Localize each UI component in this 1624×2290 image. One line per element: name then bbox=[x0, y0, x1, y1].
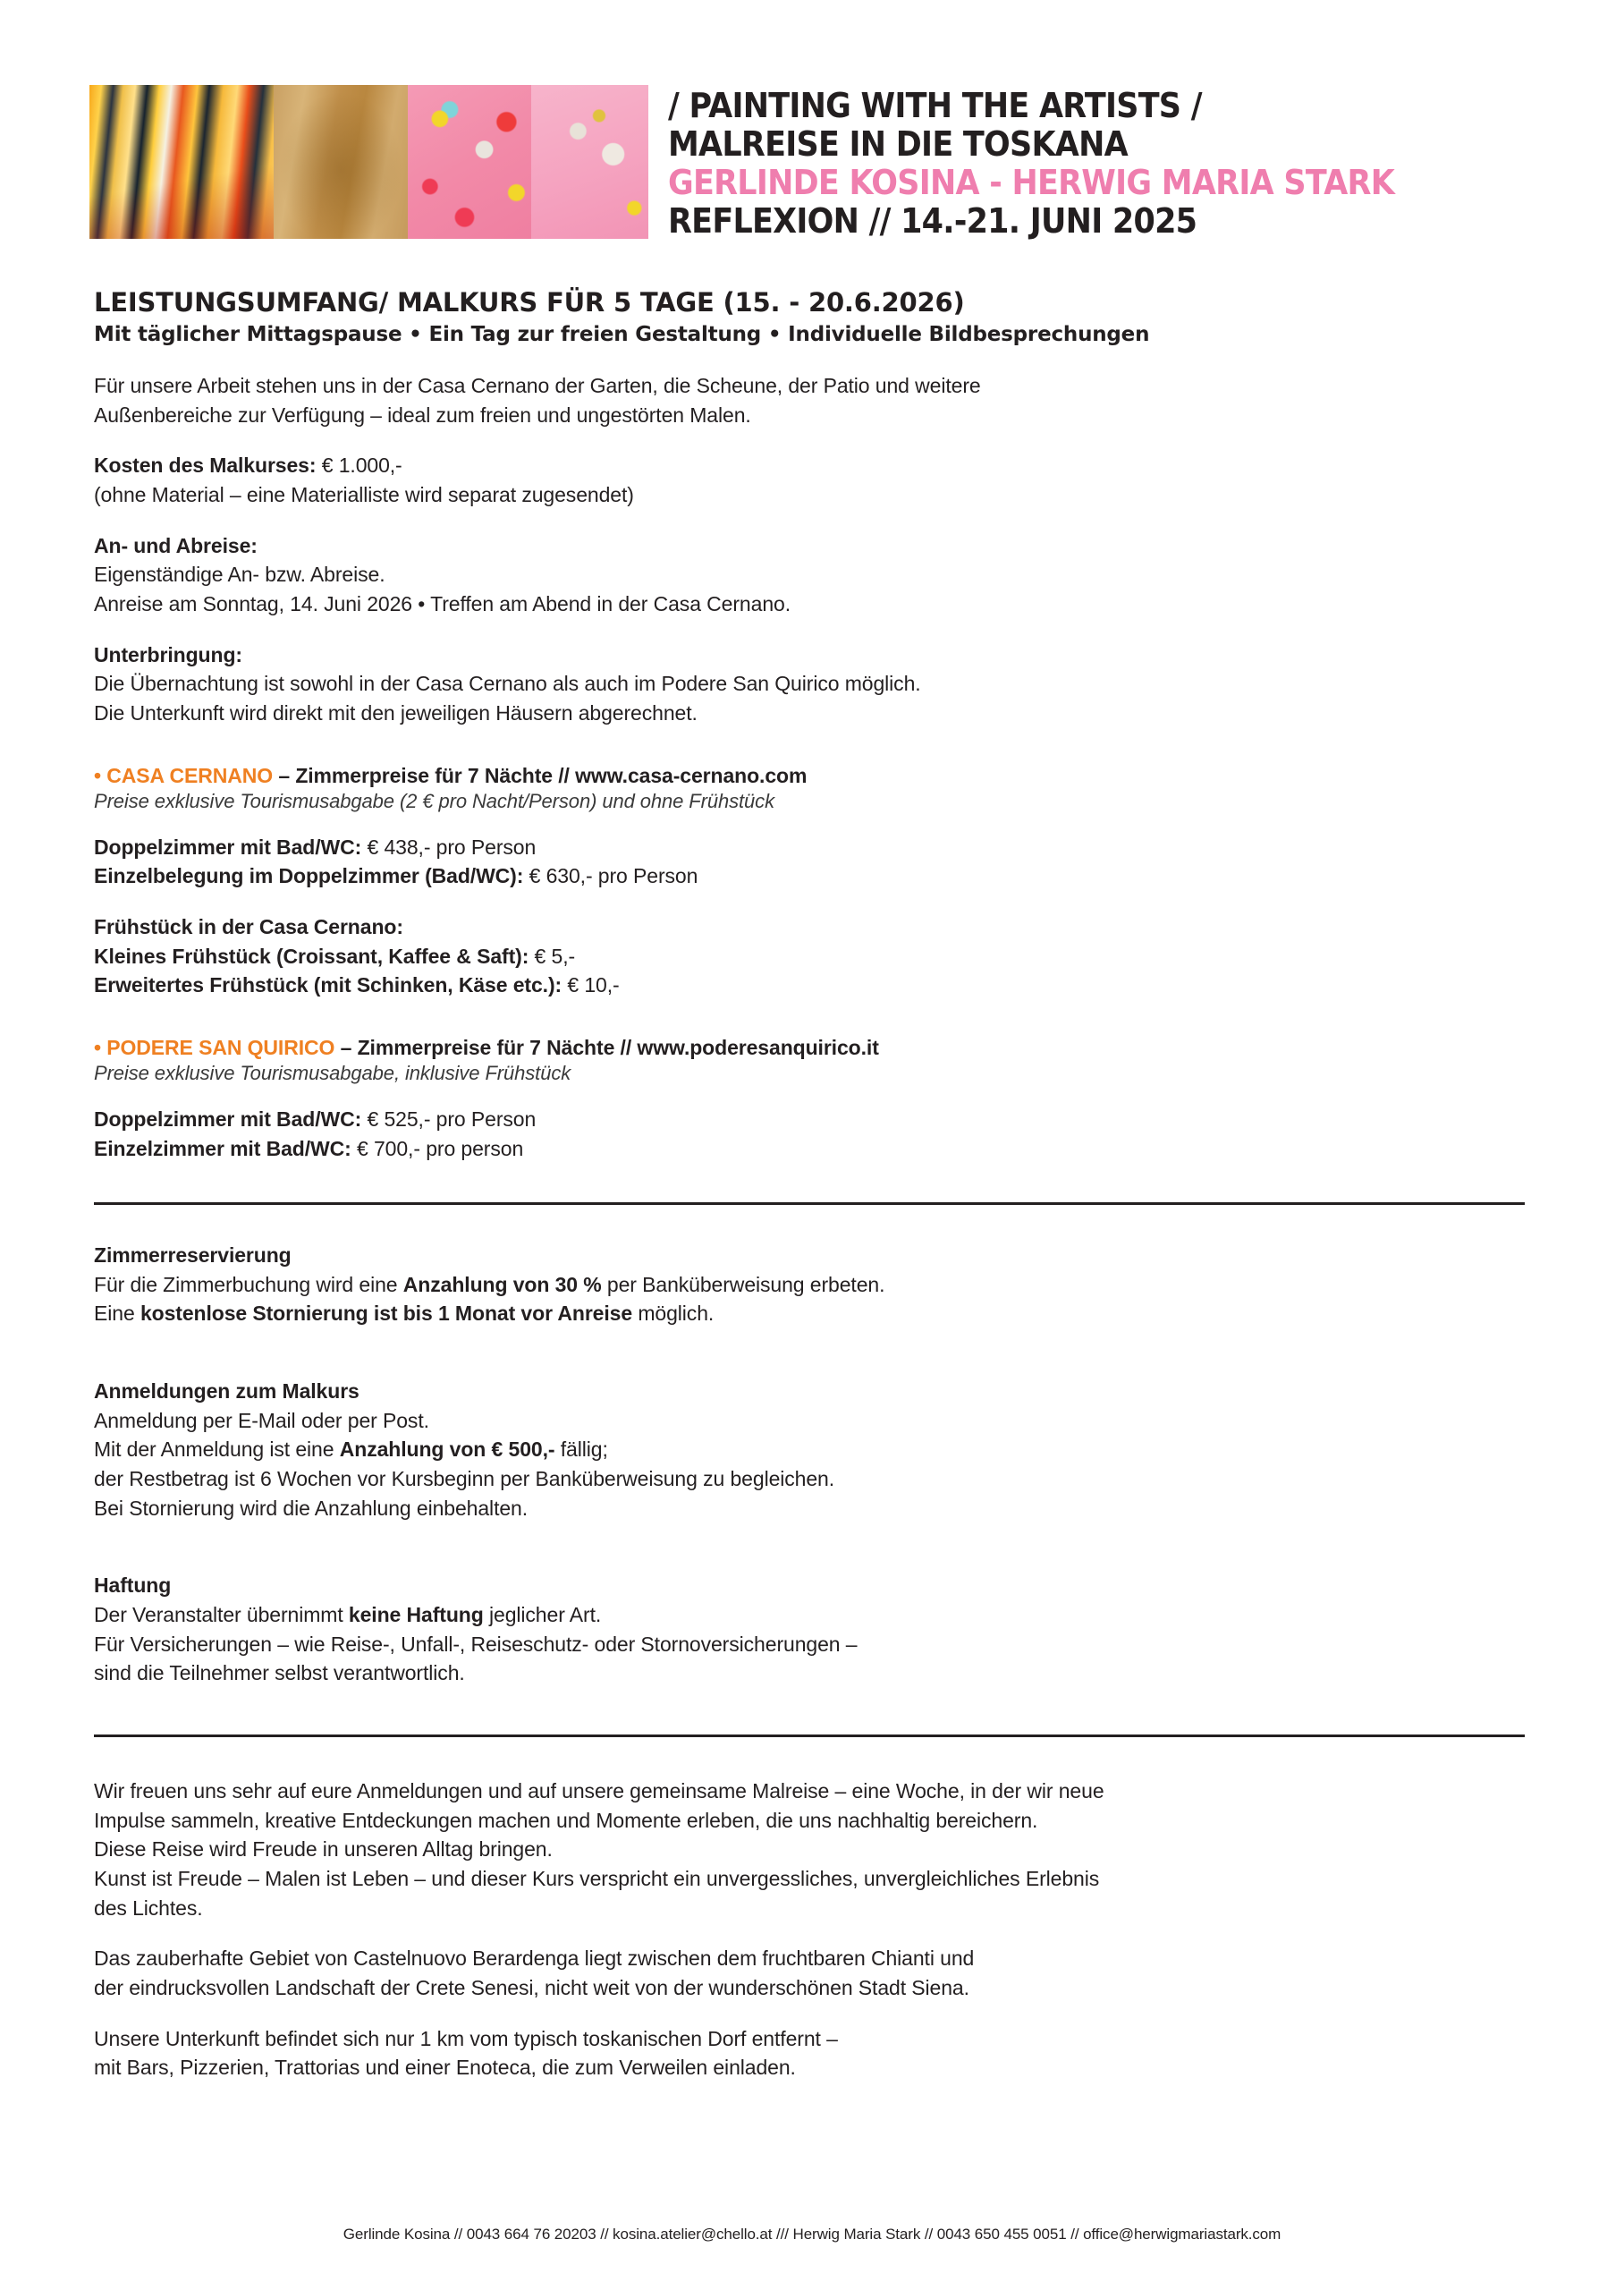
document-header bbox=[89, 0, 1530, 242]
anmeldungen-block bbox=[94, 1377, 1530, 1522]
podere-price-2-value: € 700,- pro person bbox=[351, 1136, 524, 1160]
header-title-line-1: / PAINTING WITH THE ARTISTS / bbox=[668, 86, 1202, 125]
intro-paragraph bbox=[94, 371, 1530, 429]
section-subtitle: Mit täglicher Mittagspause • Ein Tag zur freien Gestaltung • Individuelle Bildbesprechungen bbox=[94, 323, 1150, 346]
zimmer-line-2-c: möglich. bbox=[632, 1302, 715, 1326]
header-title-line-2: MALREISE IN DIE TOSKANA bbox=[668, 124, 1128, 164]
unterbringung-heading: Unterbringung: bbox=[94, 642, 242, 666]
anmeldungen-line-2-a: Mit der Anmeldung ist eine bbox=[94, 1438, 340, 1462]
zimmer-line-2-a: Eine bbox=[94, 1302, 140, 1326]
haftung-line-2: Für Versicherungen – wie Reise-, Unfall-, Reiseschutz- oder Stornoversicherungen – bbox=[94, 1632, 858, 1656]
unterbringung-line-2: Die Unterkunft wird direkt mit den jeweiligen Häusern abgerechnet. bbox=[94, 700, 698, 725]
zimmer-line-1-a: Für die Zimmerbuchung wird eine bbox=[94, 1272, 403, 1296]
kosten-note: (ohne Material – eine Materialliste wird separat zugesendet) bbox=[94, 482, 634, 506]
header-title-dates: REFLEXION // 14.-21. JUNI 2025 bbox=[668, 201, 1197, 241]
spacer bbox=[94, 750, 1530, 764]
intro-line-2: Außenbereiche zur Verfügung – ideal zum freien und ungestörten Malen. bbox=[94, 403, 751, 427]
kosten-block bbox=[94, 451, 1530, 509]
casa-price-2-value: € 630,- pro Person bbox=[523, 864, 698, 888]
podere-name: PODERE SAN QUIRICO bbox=[106, 1035, 335, 1059]
divider-rule-1 bbox=[94, 1202, 1525, 1205]
closing-p2-line-1: Das zauberhafte Gebiet von Castelnuovo Berardenga liegt zwischen dem fruchtbaren Chianti und bbox=[94, 1946, 975, 1971]
section-title-rest: MALKURS FÜR 5 TAGE (15. - 20.6.2026) bbox=[388, 287, 965, 318]
podere-price-1-value: € 525,- pro Person bbox=[361, 1107, 537, 1131]
artwork-panel-pink-portrait bbox=[408, 85, 531, 239]
artwork-panel-gold-texture bbox=[274, 85, 408, 239]
casa-cernano-heading bbox=[94, 764, 1530, 788]
podere-price-2-label: Einzelzimmer mit Bad/WC: bbox=[94, 1136, 351, 1160]
zimmerreservierung-heading: Zimmerreservierung bbox=[94, 1243, 292, 1268]
document-body bbox=[94, 287, 1530, 2082]
fruehstueck-block bbox=[94, 912, 1530, 1000]
haftung-heading: Haftung bbox=[94, 1573, 172, 1598]
haftung-line-1-b: keine Haftung bbox=[348, 1603, 484, 1627]
haftung-line-3: sind die Teilnehmer selbst verantwortlich. bbox=[94, 1661, 465, 1685]
casa-cernano-note: Preise exklusive Tourismusabgabe (2 € pro Nacht/Person) und ohne Frühstück bbox=[94, 789, 774, 812]
anmeldungen-line-2-b: Anzahlung von € 500,- bbox=[339, 1438, 555, 1462]
kosten-label: Kosten des Malkurses: bbox=[94, 454, 317, 478]
kosten-value: € 1.000,- bbox=[316, 454, 402, 478]
closing-paragraph-2 bbox=[94, 1944, 1530, 2002]
section-title-bold: LEISTUNGSUMFANG/ bbox=[94, 287, 389, 318]
casa-cernano-name: CASA CERNANO bbox=[106, 763, 274, 787]
podere-price-1-label: Doppelzimmer mit Bad/WC: bbox=[94, 1107, 362, 1131]
unterbringung-block bbox=[94, 640, 1530, 728]
fruehstueck-item-1-value: € 5,- bbox=[529, 944, 576, 968]
closing-p1-line-4: Kunst ist Freude – Malen ist Leben – und dieser Kurs verspricht ein unvergessliches, unvergleichliches Erlebnis bbox=[94, 1867, 1100, 1890]
casa-price-2-label: Einzelbelegung im Doppelzimmer (Bad/WC): bbox=[94, 864, 524, 888]
fruehstueck-item-1-label: Kleines Frühstück (Croissant, Kaffee & Saft): bbox=[94, 944, 529, 968]
document-footer: Gerlinde Kosina // 0043 664 76 20203 // kosina.atelier@chello.at /// Herwig Maria Stark // 0043 650 455 0051 // office@herwigmariastark.com bbox=[343, 2226, 1281, 2243]
artwork-panel-pink-figures bbox=[531, 85, 648, 239]
anreise-line-2: Anreise am Sonntag, 14. Juni 2026 • Treffen am Abend in der Casa Cernano. bbox=[94, 591, 791, 615]
closing-paragraph-3 bbox=[94, 2024, 1530, 2082]
unterbringung-line-1: Die Übernachtung ist sowohl in der Casa Cernano als auch im Podere San Quirico möglich. bbox=[94, 672, 921, 696]
anmeldungen-line-4: Bei Stornierung wird die Anzahlung einbehalten. bbox=[94, 1496, 529, 1520]
casa-cernano-prices bbox=[94, 833, 1530, 891]
anreise-heading: An- und Abreise: bbox=[94, 533, 258, 557]
fruehstueck-item-2-label: Erweitertes Frühstück (mit Schinken, Käse etc.): bbox=[94, 973, 562, 997]
intro-line-1: Für unsere Arbeit stehen uns in der Casa Cernano der Garten, die Scheune, der Patio und weitere bbox=[94, 374, 981, 397]
haftung-block bbox=[94, 1571, 1530, 1688]
divider-rule-2 bbox=[94, 1734, 1525, 1737]
podere-bullet: • bbox=[94, 1035, 107, 1059]
spacer bbox=[94, 1022, 1530, 1036]
closing-p1-line-5: des Lichtes. bbox=[94, 1896, 203, 1920]
fruehstueck-item-2-value: € 10,- bbox=[562, 973, 620, 997]
anmeldungen-line-3: der Restbetrag ist 6 Wochen vor Kursbeginn per Banküberweisung zu begleichen. bbox=[94, 1467, 835, 1491]
anreise-block bbox=[94, 531, 1530, 619]
closing-p1-line-2: Impulse sammeln, kreative Entdeckungen machen und Momente erleben, die uns nachhaltig bereichern. bbox=[94, 1808, 1038, 1832]
artwork-panel-abstract-orange bbox=[89, 85, 274, 239]
zimmer-line-2-b: kostenlose Stornierung ist bis 1 Monat vor Anreise bbox=[140, 1302, 633, 1326]
closing-p3-line-2: mit Bars, Pizzerien, Trattorias und einer Enoteca, die zum Verweilen einladen. bbox=[94, 2056, 796, 2080]
haftung-line-1-a: Der Veranstalter übernimmt bbox=[94, 1603, 349, 1627]
closing-p1-line-1: Wir freuen uns sehr auf eure Anmeldungen und auf unsere gemeinsame Malreise – eine Woche, in der wir neue bbox=[94, 1779, 1104, 1803]
section-title-leistungsumfang bbox=[94, 287, 1530, 318]
closing-paragraph-1 bbox=[94, 1777, 1530, 1922]
spacer bbox=[94, 1544, 1530, 1571]
closing-p1-line-3: Diese Reise wird Freude in unseren Alltag bringen. bbox=[94, 1837, 553, 1862]
closing-p3-line-1: Unsere Unterkunft befindet sich nur 1 km vom typisch toskanischen Dorf entfernt – bbox=[94, 2026, 838, 2050]
artwork-strip bbox=[89, 85, 648, 239]
anmeldungen-heading: Anmeldungen zum Malkurs bbox=[94, 1379, 359, 1404]
podere-heading-rest: – Zimmerpreise für 7 Nächte // www.poderesanquirico.it bbox=[334, 1035, 879, 1059]
podere-note: Preise exklusive Tourismusabgabe, inklusive Frühstück bbox=[94, 1061, 571, 1084]
casa-price-1-label: Doppelzimmer mit Bad/WC: bbox=[94, 835, 362, 859]
spacer bbox=[94, 1350, 1530, 1377]
anreise-line-1: Eigenständige An- bzw. Abreise. bbox=[94, 563, 385, 587]
casa-cernano-bullet: • bbox=[94, 763, 107, 787]
closing-p2-line-2: der eindrucksvollen Landschaft der Crete Senesi, nicht weit von der wunderschönen Stadt Siena. bbox=[94, 1975, 969, 1999]
podere-prices bbox=[94, 1105, 1530, 1163]
fruehstueck-heading: Frühstück in der Casa Cernano: bbox=[94, 914, 403, 938]
casa-cernano-heading-rest: – Zimmerpreise für 7 Nächte // www.casa-cernano.com bbox=[273, 763, 808, 787]
anmeldungen-line-1: Anmeldung per E-Mail oder per Post. bbox=[94, 1408, 429, 1432]
anmeldungen-line-2-c: fällig; bbox=[554, 1438, 608, 1462]
zimmerreservierung-block bbox=[94, 1241, 1530, 1328]
podere-heading bbox=[94, 1036, 1530, 1060]
haftung-line-1-c: jeglicher Art. bbox=[483, 1603, 602, 1627]
header-title-block bbox=[668, 85, 1458, 242]
casa-price-1-value: € 438,- pro Person bbox=[361, 835, 537, 859]
zimmer-line-1-c: per Banküberweisung erbeten. bbox=[601, 1272, 885, 1296]
zimmer-line-1-b: Anzahlung von 30 % bbox=[402, 1272, 602, 1296]
header-title-artists: GERLINDE KOSINA - HERWIG MARIA STARK bbox=[668, 163, 1395, 202]
